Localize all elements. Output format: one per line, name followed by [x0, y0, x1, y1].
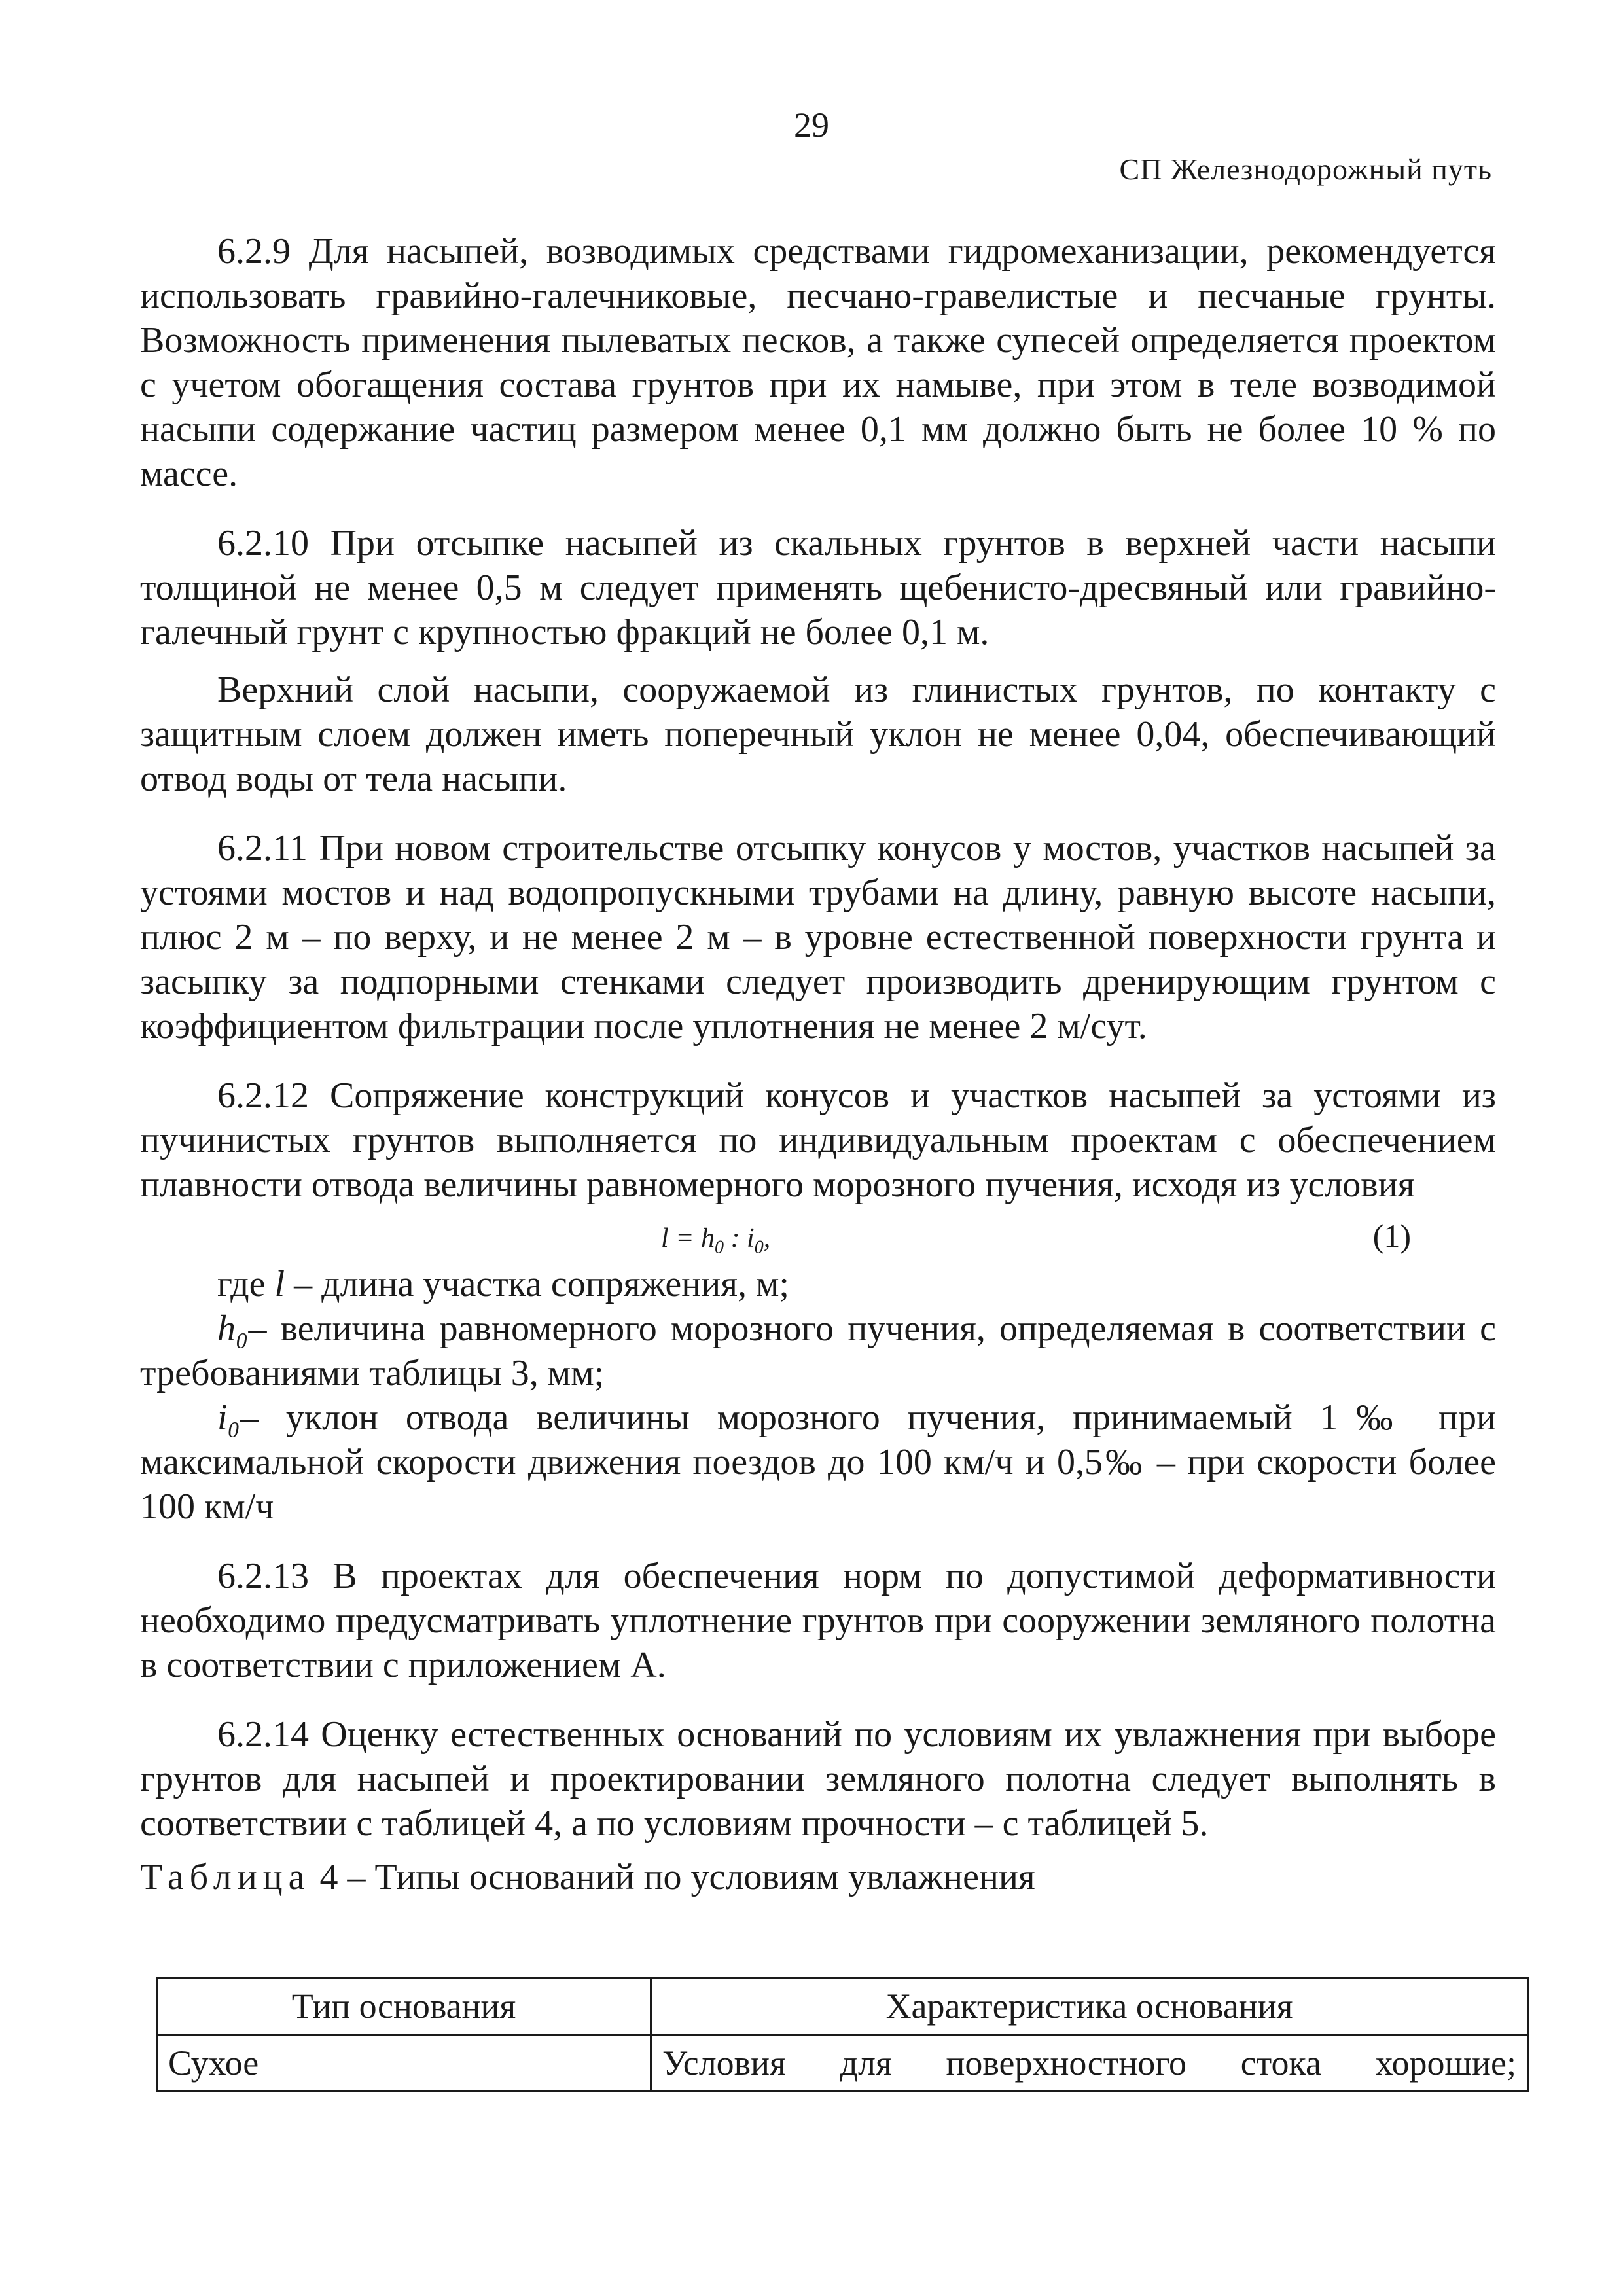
definition-l: где l – длина участка сопряжения, м; — [217, 1264, 789, 1304]
paragraph-6-2-13: 6.2.13 В проектах для обеспечения норм по допустимой деформативности необходимо предусматривать уплотнение грунтов при сооружении земляного полотна в соответствии с приложением А. — [140, 1556, 1496, 1685]
table-header-cell: Характеристика основания — [651, 1978, 1528, 2035]
running-header: СП Железнодорожный путь — [1119, 152, 1492, 186]
formula-number: (1) — [1372, 1217, 1411, 1254]
moisture-table — [156, 1977, 1529, 2092]
paragraph-6-2-9: 6.2.9 Для насыпей, возводимых средствами гидромеханизации, рекомендуется использовать гравийно-галечниковые, песчано-гравелистые и песчаные грунты. Возможность применения пылеватых песков, а также супесей определяется проектом с учетом обогащения состава грунтов при их намыве, при этом в теле возводимой насыпи содержание частиц размером менее 0,1 мм должно быть не более 10 % по массе. — [140, 231, 1496, 494]
document-body — [140, 229, 1496, 1899]
definition-i0: i₀– уклон отвода величины морозного пучения, принимаемый 1‰ при максимальной скорости движения поездов до 100 км/ч и 0,5‰ – при скорости более 100 км/ч — [140, 1397, 1496, 1527]
table-header-cell: Тип основания — [157, 1978, 651, 2035]
definition-h0: h₀– величина равномерного морозного пучения, определяемая в соответствии с требованиями таблицы 3, мм; — [140, 1308, 1496, 1393]
formula-row — [140, 1207, 1496, 1262]
table-row — [157, 2035, 1528, 2092]
paragraph-6-2-12: 6.2.12 Сопряжение конструкций конусов и участков насыпей за устоями из пучинистых грунтов выполняется по индивидуальным проектам с обеспечением плавности отвода величины равномерного морозного пучения, исходя из условия — [140, 1075, 1496, 1205]
table-cell: Сухое — [157, 2035, 651, 2092]
paragraph-6-2-11: 6.2.11 При новом строительстве отсыпку конусов у мостов, участков насыпей за устоями мостов и над водопропускными трубами на длину, равную высоте насыпи, плюс 2 м – по верху, и не менее 2 м – в уровне естественной поверхности грунта и засыпку за подпорными стенками следует производить дренирующим грунтом с коэффициентом фильтрации после уплотнения не менее 2 м/сут. — [140, 828, 1496, 1047]
table-cell: Условия для поверхностного стока хорошие; — [651, 2035, 1528, 2092]
paragraph-6-2-10: 6.2.10 При отсыпке насыпей из скальных грунтов в верхней части насыпи толщиной не менее 0,5 м следует применять щебенисто-дресвяный или гравийно-галечный грунт с крупностью фракций не более 0,1 м. — [140, 523, 1496, 653]
paragraph-6-2-10-continued: Верхний слой насыпи, сооружаемой из глинистых грунтов, по контакту с защитным слоем должен иметь поперечный уклон не менее 0,04, обеспечивающий отвод воды от тела насыпи. — [140, 670, 1496, 799]
table-caption: Таблица 4 – Типы оснований по условиям увлажнения — [140, 1857, 1035, 1897]
table-header-row — [157, 1978, 1528, 2035]
paragraph-6-2-14: 6.2.14 Оценку естественных оснований по условиям их увлажнения при выборе грунтов для насыпей и проектировании земляного полотна следует выполнять в соответствии с таблицей 4, а по условиям прочности – с таблицей 5. — [140, 1714, 1496, 1844]
formula: $l = h_0$ : $i_0$, — [661, 1223, 771, 1258]
page-number: 29 — [794, 105, 829, 145]
